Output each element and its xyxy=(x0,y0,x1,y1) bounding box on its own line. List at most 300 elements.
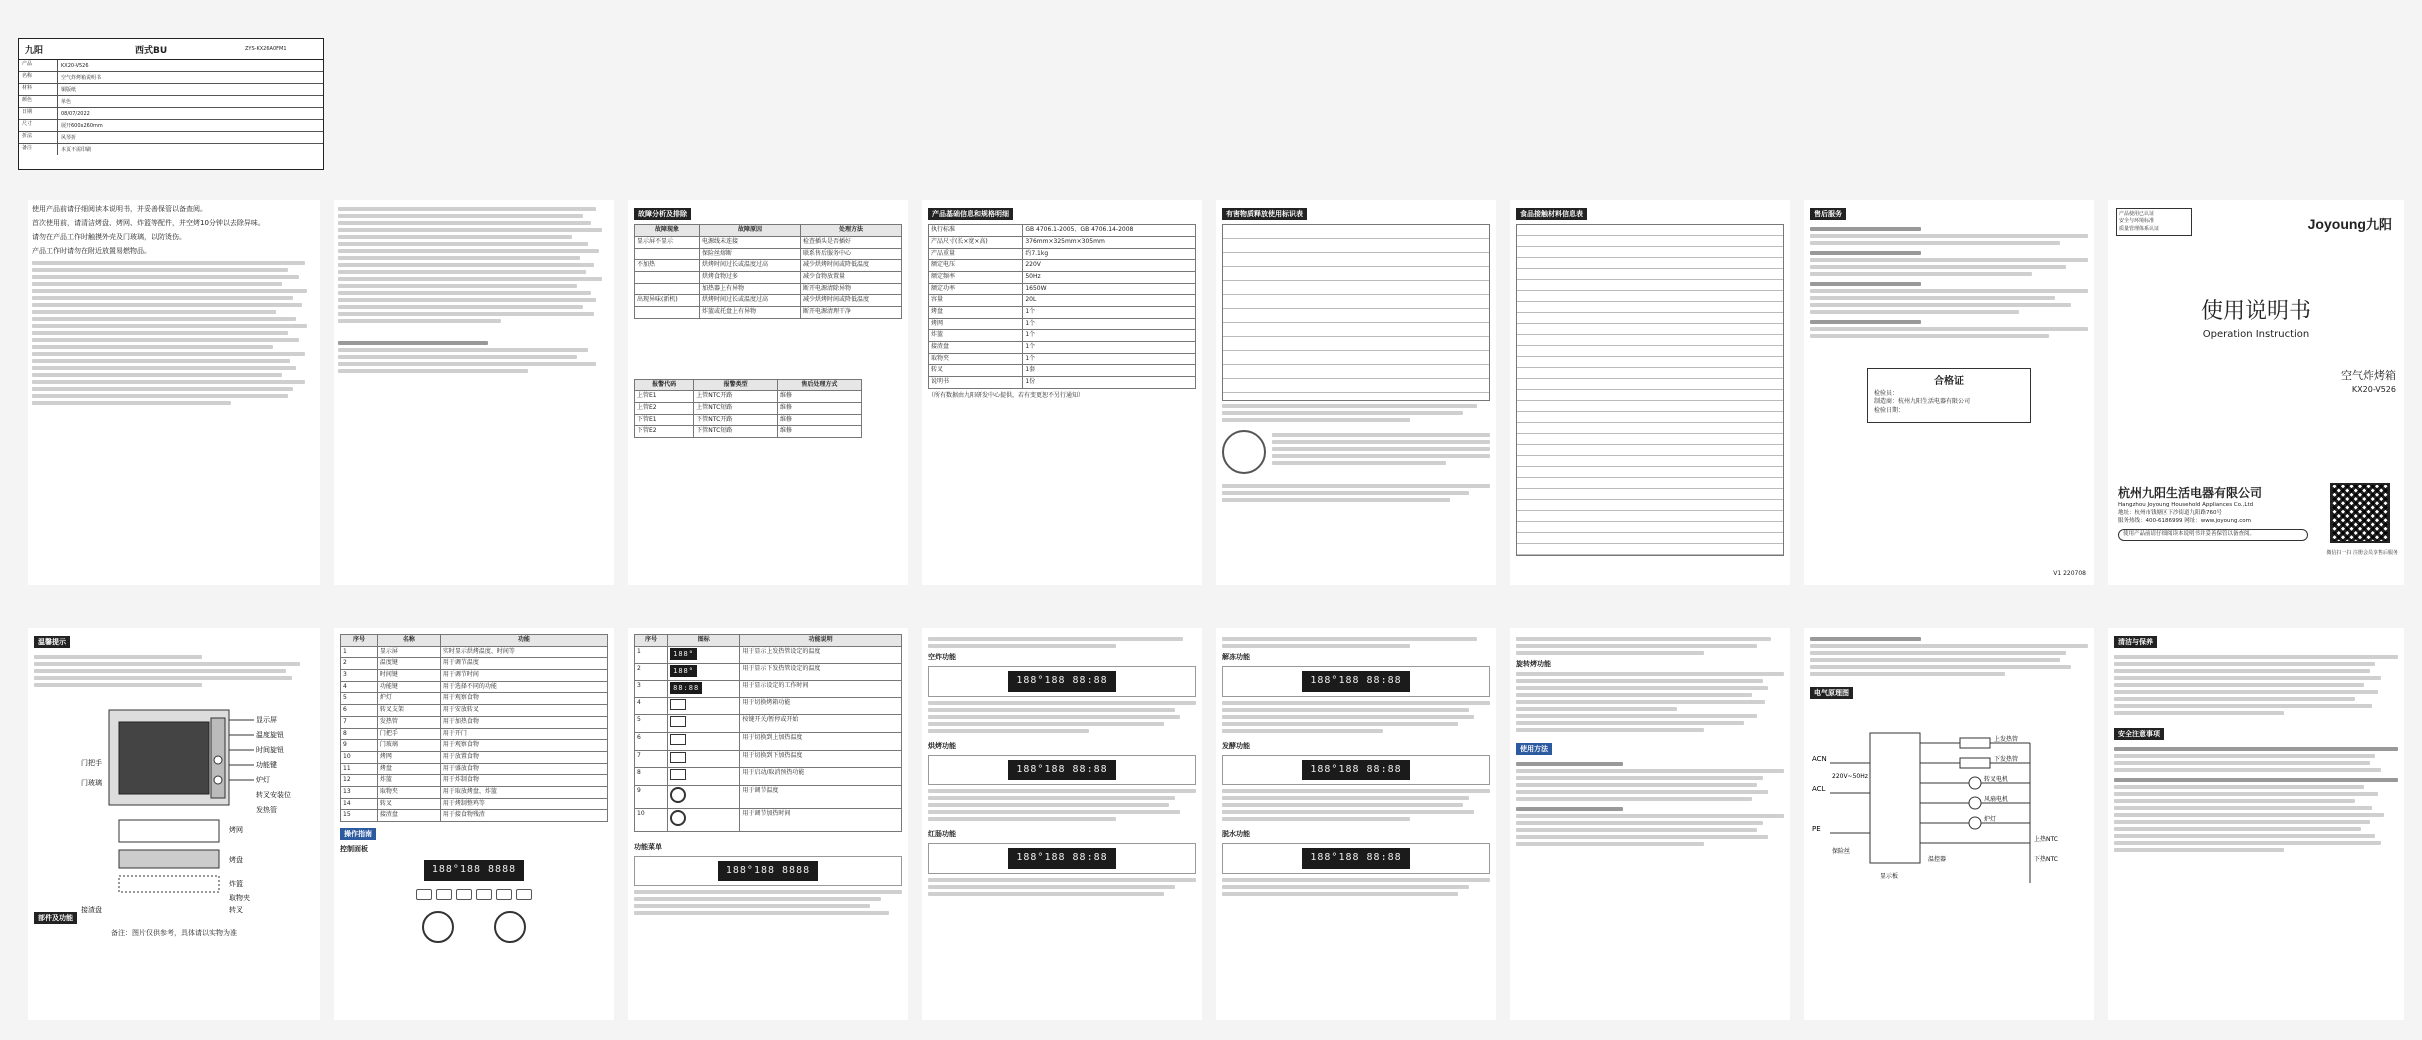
cell: 用于接食物残渣 xyxy=(440,810,607,822)
display-screen: 188°188 88:88 xyxy=(1302,671,1409,692)
cell xyxy=(635,248,700,260)
cell: 1 xyxy=(635,646,668,663)
tb-label: 折法 xyxy=(19,132,58,143)
table-row xyxy=(635,248,902,260)
panel-hazard xyxy=(1216,200,1496,585)
tb-label: 日期 xyxy=(19,108,58,119)
spec-note: （所有数据由九阳研发中心提供，若有变更恕不另行通知） xyxy=(928,391,1085,399)
table-row xyxy=(341,693,608,705)
table-row xyxy=(635,414,862,426)
panel-troubleshooting xyxy=(628,200,908,585)
table-row xyxy=(929,330,1196,342)
light-button[interactable] xyxy=(516,889,532,900)
cell: 14 xyxy=(341,798,378,810)
table-row xyxy=(929,260,1196,272)
panel-food-contact xyxy=(1510,200,1790,585)
cell: 2 xyxy=(635,663,668,680)
cert-line: 制造商：杭州九阳生活电器有限公司 xyxy=(1874,398,1971,406)
parts-note: 备注：图片仅供参考，具体请以实物为准 xyxy=(111,929,237,938)
cell: 实时显示烘烤温度、时间等 xyxy=(440,646,607,658)
manual-title-en: Operation Instruction xyxy=(2202,328,2310,340)
table-row xyxy=(341,798,608,810)
subsection-title: 功能菜单 xyxy=(634,842,662,851)
table-row xyxy=(929,236,1196,248)
cell: 下管E1 xyxy=(635,414,694,426)
part-label: 接渣盘 xyxy=(81,906,103,915)
table-row xyxy=(341,681,608,693)
cell: GB 4706.1-2005、GB 4706.14-2008 xyxy=(1023,225,1196,237)
recycle-icon xyxy=(1222,430,1266,474)
cell: 额定电压 xyxy=(929,260,1023,272)
table-row xyxy=(635,786,902,809)
table-row xyxy=(635,808,902,831)
preheat-button[interactable] xyxy=(496,889,512,900)
section-title: 使用方法 xyxy=(1516,743,1552,755)
table-row xyxy=(635,680,902,697)
panel-cover xyxy=(2108,200,2404,585)
manual-title: 使用说明书 xyxy=(2200,298,2311,324)
part-label: 门玻璃 xyxy=(81,779,103,788)
part-label: 发热管 xyxy=(256,806,278,815)
wiring-label: 220V~50Hz xyxy=(1832,773,1868,781)
cell: 用于调节温度 xyxy=(440,658,607,670)
cell: 容量 xyxy=(929,295,1023,307)
icon-cell: 188° xyxy=(670,665,697,677)
cert-line: 检验员： xyxy=(1874,389,1899,397)
cell: 时间键 xyxy=(377,670,440,682)
cell: 11 xyxy=(341,763,378,775)
table-row xyxy=(635,426,862,438)
cell: 转叉 xyxy=(929,365,1023,377)
part-label: 转叉 xyxy=(229,906,244,915)
cell: 转叉 xyxy=(377,798,440,810)
tb-value: 08/07/2022 xyxy=(61,110,90,117)
th: 报警代码 xyxy=(635,379,694,391)
table-row xyxy=(341,810,608,822)
cell: 断开电源清理干净 xyxy=(800,306,901,318)
cell: 炉灯 xyxy=(377,693,440,705)
table-row xyxy=(341,786,608,798)
section-title: 清洁与保养 xyxy=(2114,636,2157,648)
table-row xyxy=(341,646,608,658)
table-row xyxy=(929,318,1196,330)
display-screen: 188°188 88:88 xyxy=(1302,848,1409,869)
model-number: KX20-V526 xyxy=(2351,385,2396,395)
button-row[interactable] xyxy=(340,889,608,903)
cell: 用于观察食物 xyxy=(440,740,607,752)
cell: 上管E1 xyxy=(635,391,694,403)
wire-rack xyxy=(119,820,219,842)
table-row xyxy=(635,750,902,768)
cell: 维修 xyxy=(778,391,862,403)
part-label: 炸篮 xyxy=(229,880,244,889)
section-title: 故障分析及排除 xyxy=(634,208,691,220)
upper-temp-button[interactable] xyxy=(456,889,472,900)
table-row xyxy=(929,365,1196,377)
cell: 减少烘烤时间或降低温度 xyxy=(800,260,901,272)
th: 故障现象 xyxy=(635,225,700,237)
cell xyxy=(635,306,700,318)
table-row xyxy=(635,236,902,248)
cell: 炸篮 xyxy=(377,775,440,787)
panel-safety-continued-2 xyxy=(334,200,614,585)
cell: 减少食物放置量 xyxy=(800,271,901,283)
cell: 5 xyxy=(341,693,378,705)
version-label: V1 220708 xyxy=(2053,570,2086,578)
cell: 发热管 xyxy=(377,716,440,728)
cell: 1650W xyxy=(1023,283,1196,295)
section-title: 温馨提示 xyxy=(34,636,70,648)
table-row xyxy=(341,658,608,670)
function-button[interactable] xyxy=(416,889,432,900)
panel-function-table xyxy=(628,628,908,1020)
table-row xyxy=(635,715,902,733)
cell: 用于切换到上加热温度 xyxy=(740,733,902,751)
section-title: 食品接触材料信息表 xyxy=(1516,208,1587,220)
th: 故障原因 xyxy=(699,225,800,237)
function-icon xyxy=(670,699,686,710)
cell: 维修 xyxy=(778,414,862,426)
company-name: 杭州九阳生活电器有限公司 xyxy=(2118,485,2263,500)
table-row xyxy=(929,353,1196,365)
table-row xyxy=(635,391,862,403)
lamp-symbol xyxy=(1969,817,1981,829)
cell: 3 xyxy=(341,670,378,682)
wiring-label: PE xyxy=(1812,825,1821,834)
section-title: 有害物质释放使用标识表 xyxy=(1222,208,1307,220)
fry-basket xyxy=(119,876,219,892)
cell: 8 xyxy=(341,728,378,740)
baking-tray xyxy=(119,850,219,868)
icon-cell: 188° xyxy=(670,648,697,660)
wiring-label: ACL xyxy=(1812,785,1826,794)
th: 报警类型 xyxy=(694,379,778,391)
panel-usage xyxy=(1510,628,1790,1020)
heater-symbol xyxy=(1960,758,1990,768)
part-label: 显示屏 xyxy=(256,716,278,725)
badge-line: 安全与环境标准 xyxy=(2119,218,2155,225)
cell: 烤盘 xyxy=(929,306,1023,318)
cert-badge xyxy=(2116,208,2192,236)
display-screen: 188°188 88:88 xyxy=(1008,760,1115,781)
knob-icon xyxy=(214,756,222,764)
upper-heat-icon xyxy=(670,734,686,745)
table-row xyxy=(929,271,1196,283)
table-row xyxy=(929,306,1196,318)
cell: 上管E2 xyxy=(635,403,694,415)
cell: 3 xyxy=(635,680,668,697)
cert-line: 检验日期： xyxy=(1874,407,1905,415)
cell: 上管NTC短路 xyxy=(694,403,778,415)
cell: 用于显示上发热管设定的温度 xyxy=(740,646,902,663)
table-row xyxy=(929,225,1196,237)
title-block xyxy=(18,38,324,170)
time-knob[interactable] xyxy=(494,911,526,943)
tb-value: 风琴折 xyxy=(61,135,77,141)
table-row xyxy=(635,295,902,307)
part-label: 转叉安装位 xyxy=(256,791,292,800)
function-name: 旋转烤功能 xyxy=(1516,660,1551,668)
cell: 10 xyxy=(635,808,668,831)
cell: 接渣盘 xyxy=(377,810,440,822)
display-screen: 188°188 8888 xyxy=(424,860,524,881)
th: 序号 xyxy=(635,635,668,647)
table-row xyxy=(635,697,902,715)
cell: 1个 xyxy=(1023,330,1196,342)
cell: 产品尺寸(长×宽×高) xyxy=(929,236,1023,248)
tb-value: 单色 xyxy=(61,99,72,105)
function-name: 空炸功能 xyxy=(928,653,956,661)
cell: 20L xyxy=(1023,295,1196,307)
knob-icon xyxy=(214,776,222,784)
cell: 检查插头是否插好 xyxy=(800,236,901,248)
fan-symbol xyxy=(1969,797,1981,809)
cell: 1个 xyxy=(1023,342,1196,354)
function-name: 脱水功能 xyxy=(1222,830,1250,839)
cell: 炸篮 xyxy=(929,330,1023,342)
table-row xyxy=(635,306,902,318)
panel-parts xyxy=(28,628,320,1020)
cell: 4 xyxy=(341,681,378,693)
cell: 门把手 xyxy=(377,728,440,740)
wiring-label: 温控器 xyxy=(1928,856,1947,864)
cell: 出现异味(新机) xyxy=(635,295,700,307)
cell: 用于炸制食物 xyxy=(440,775,607,787)
section-title: 产品基础信息和规格明细 xyxy=(928,208,1013,220)
table-row xyxy=(341,716,608,728)
subsection-title: 控制面板 xyxy=(340,845,368,854)
table-row xyxy=(341,751,608,763)
table-row xyxy=(635,663,902,680)
cell: 烤网 xyxy=(377,751,440,763)
start-pause-icon xyxy=(670,716,686,727)
certificate-box xyxy=(1867,368,2031,423)
oven-diagram xyxy=(79,690,309,920)
part-label: 烤网 xyxy=(229,826,244,835)
tb-dept: 西式BU xyxy=(135,45,168,56)
cell: 1个 xyxy=(1023,306,1196,318)
table-row xyxy=(341,775,608,787)
cell: 7 xyxy=(635,750,668,768)
cell: 接渣盘 xyxy=(929,342,1023,354)
cell: 用于开门 xyxy=(440,728,607,740)
cell: 用于取放烤盘、炸篮 xyxy=(440,786,607,798)
control-board xyxy=(1870,733,1920,863)
th: 售后处理方式 xyxy=(778,379,862,391)
panel-wiring xyxy=(1804,628,2094,1020)
part-label: 时间旋钮 xyxy=(256,746,285,755)
part-label: 炉灯 xyxy=(256,776,271,785)
cell: 220V xyxy=(1023,260,1196,272)
cell: 13 xyxy=(341,786,378,798)
th: 功能说明 xyxy=(740,635,902,647)
th: 处理方法 xyxy=(800,225,901,237)
wiring-label: 保险丝 xyxy=(1832,848,1851,856)
section-title: 电气原理图 xyxy=(1810,687,1853,699)
table-row xyxy=(341,763,608,775)
cell: 用于切换烤箱功能 xyxy=(740,697,902,715)
tb-value: 展开600x260mm xyxy=(61,123,103,129)
part-label: 取物夹 xyxy=(229,894,251,903)
cell: 4 xyxy=(635,697,668,715)
cell: 用于选择不同的功能 xyxy=(440,681,607,693)
tb-label: 尺寸 xyxy=(19,120,58,131)
text-line: 产品工作时请勿在附近放置易燃物品。 xyxy=(32,247,151,256)
text-line: 使用产品前请仔细阅读本说明书，并妥善保管以备查阅。 xyxy=(32,205,207,213)
function-name: 红肠功能 xyxy=(928,830,956,839)
cell: 炸篮或托盘上有异物 xyxy=(699,306,800,318)
cell: 转叉支架 xyxy=(377,705,440,717)
start-button[interactable] xyxy=(436,889,452,900)
cell: 温度键 xyxy=(377,658,440,670)
parts-table xyxy=(340,634,608,822)
part-label: 温度旋钮 xyxy=(256,731,285,740)
tb-label: 产品 xyxy=(19,60,58,71)
tb-label: 颜色 xyxy=(19,96,58,107)
cell: 额定频率 xyxy=(929,271,1023,283)
tb-value: 本页不需印刷 xyxy=(61,147,92,153)
table-row xyxy=(341,670,608,682)
control-panel xyxy=(340,860,608,946)
wiring-diagram xyxy=(1810,703,2080,903)
th: 图标 xyxy=(668,635,740,647)
cell: 烘烤时间过长或温度过高 xyxy=(699,260,800,272)
wiring-label: 显示板 xyxy=(1880,873,1899,881)
table-row xyxy=(635,403,862,415)
panel-safety-continued xyxy=(28,200,320,585)
cell: 取物夹 xyxy=(377,786,440,798)
cover-note: 使用产品前请仔细阅读本说明书并妥善保管以备查阅。 xyxy=(2118,529,2308,541)
cell: 不加热 xyxy=(635,260,700,272)
table-row xyxy=(635,283,902,295)
table-row xyxy=(929,248,1196,260)
cell: 保险丝熔断 xyxy=(699,248,800,260)
panel-functions-2 xyxy=(1216,628,1496,1020)
wiring-label: 上热NTC xyxy=(2034,836,2058,844)
wiring-label: 下热NTC xyxy=(2034,856,2058,864)
table-row xyxy=(929,295,1196,307)
cell: 说明书 xyxy=(929,377,1023,389)
section-title: 安全注意事项 xyxy=(2114,728,2164,740)
wiring-label: 风扇电机 xyxy=(1984,796,2009,804)
brand-logo xyxy=(2308,214,2392,235)
error-code-table xyxy=(634,379,862,438)
cell: 额定功率 xyxy=(929,283,1023,295)
table-row xyxy=(929,342,1196,354)
cell: 用于显示下发热管设定的温度 xyxy=(740,663,902,680)
cell: 6 xyxy=(635,733,668,751)
cell: 显示屏不显示 xyxy=(635,236,700,248)
wiring-label: 炉灯 xyxy=(1984,816,1997,824)
cell: 用于调节时间 xyxy=(440,670,607,682)
cell: 维修 xyxy=(778,403,862,415)
cell: 烤盘 xyxy=(377,763,440,775)
th: 名称 xyxy=(377,635,440,647)
cell: 1个 xyxy=(1023,318,1196,330)
cell: 烤网 xyxy=(929,318,1023,330)
display-screen: 188°188 88:88 xyxy=(1302,760,1409,781)
qr-code[interactable] xyxy=(2330,483,2390,543)
cell: 1个 xyxy=(1023,353,1196,365)
cell: 联系售后服务中心 xyxy=(800,248,901,260)
company-address: 地址：杭州市钱塘区下沙街道九阳路760号 xyxy=(2118,510,2222,517)
service-hotline: 服务热线：400-6186999 网址：www.joyoung.com xyxy=(2118,518,2251,525)
tb-value: KX20-V526 xyxy=(61,62,89,69)
text-line: 首次使用前，请清洁烤盘、烤网、炸篮等配件，并空烤10分钟以去除异味。 xyxy=(32,219,265,228)
lower-temp-button[interactable] xyxy=(476,889,492,900)
temp-knob[interactable] xyxy=(422,911,454,943)
brand-en: Joyoung xyxy=(2307,216,2366,232)
table-row xyxy=(929,377,1196,389)
cell: 10 xyxy=(341,751,378,763)
badge-line: 质量管理体系认证 xyxy=(2119,225,2160,232)
table-row xyxy=(635,733,902,751)
lower-heat-icon xyxy=(670,752,686,763)
cell: 7 xyxy=(341,716,378,728)
display-screen: 188°188 88:88 xyxy=(1008,848,1115,869)
cell: 用于调节温度 xyxy=(740,786,902,809)
wiring-label: ACN xyxy=(1812,755,1827,764)
cell: 产品重量 xyxy=(929,248,1023,260)
cell: 2 xyxy=(341,658,378,670)
table-row xyxy=(341,705,608,717)
panel-service xyxy=(1804,200,2094,585)
display-screen: 188°188 8888 xyxy=(718,861,818,882)
tb-label: 备注 xyxy=(19,144,58,155)
preheat-icon xyxy=(670,769,686,780)
function-table xyxy=(634,634,902,832)
part-label: 烤盘 xyxy=(229,856,244,865)
cell: 9 xyxy=(635,786,668,809)
tb-label: 材料 xyxy=(19,84,58,95)
fault-table xyxy=(634,224,902,319)
table-row xyxy=(341,728,608,740)
part-label: 门把手 xyxy=(81,759,103,768)
section-title: 操作指南 xyxy=(340,828,376,840)
company-name-en: Hangzhou Joyoung Household Appliances Co.,Ltd xyxy=(2118,502,2254,509)
part-label: 功能键 xyxy=(256,761,278,770)
table-row xyxy=(635,646,902,663)
cell: 用于显示设定的工作时间 xyxy=(740,680,902,697)
th: 功能 xyxy=(440,635,607,647)
cell: 用于观察食物 xyxy=(440,693,607,705)
cell: 门玻璃 xyxy=(377,740,440,752)
cell: 按键开关/暂停或开始 xyxy=(740,715,902,733)
cell: 功能键 xyxy=(377,681,440,693)
heater-symbol xyxy=(1960,738,1990,748)
temp-knob-icon xyxy=(670,787,686,803)
qr-caption: 微信扫一扫 注册会员享售后服务 xyxy=(2326,549,2398,556)
function-name: 烘烤功能 xyxy=(928,741,956,750)
cell: 1套 xyxy=(1023,365,1196,377)
cell: 约7.1kg xyxy=(1023,248,1196,260)
wiring-label: 下发热管 xyxy=(1994,756,2019,764)
time-knob-icon xyxy=(670,810,686,826)
cell: 376mm×325mm×305mm xyxy=(1023,236,1196,248)
cell: 电源线未连接 xyxy=(699,236,800,248)
table-row xyxy=(635,271,902,283)
cell: 用于启动/取消预热功能 xyxy=(740,768,902,786)
cell: 用于加热食物 xyxy=(440,716,607,728)
cell: 用于切换到下加热温度 xyxy=(740,750,902,768)
table-row xyxy=(341,740,608,752)
th: 序号 xyxy=(341,635,378,647)
cell: 烘烤时间过长或温度过高 xyxy=(699,295,800,307)
cell: 减少烘烤时间或降低温度 xyxy=(800,295,901,307)
cell: 断开电源清除异物 xyxy=(800,283,901,295)
cert-title: 合格证 xyxy=(1934,376,1964,388)
cell: 下管NTC开路 xyxy=(694,414,778,426)
